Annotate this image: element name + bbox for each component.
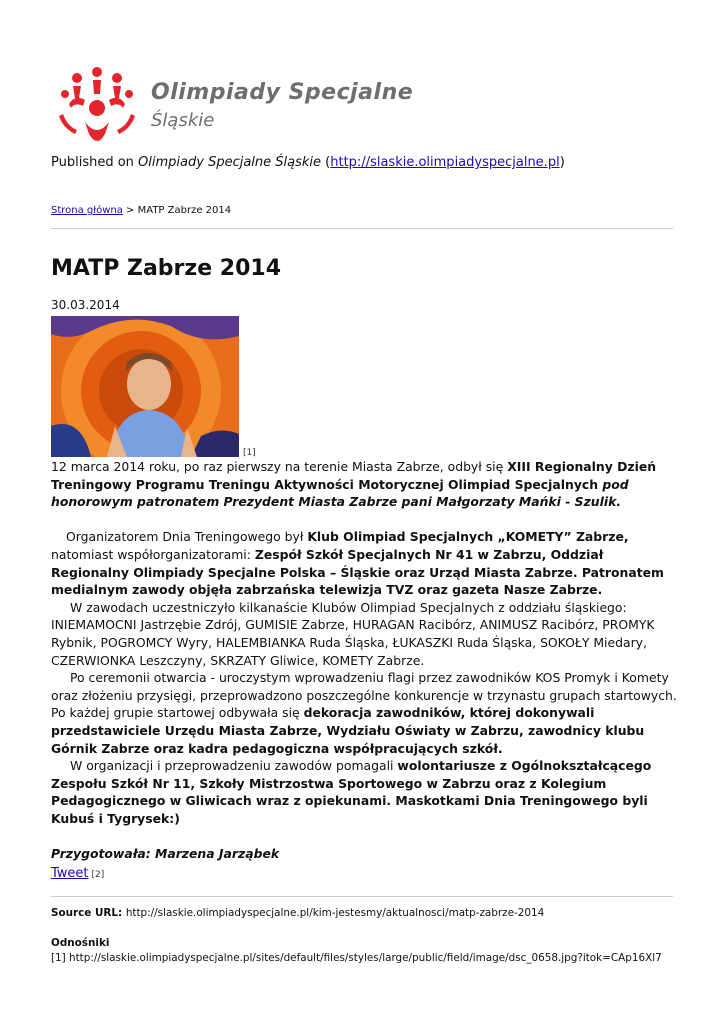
special-olympics-logo-icon <box>55 64 139 148</box>
bold-text: Pedagogicznego w Gliwicach wraz z opiekunami. Maskotkami Dnia Treningowego byli <box>51 793 648 809</box>
text-line <box>51 476 671 494</box>
text-line <box>51 740 671 758</box>
text-line: oraz złożeniu przysięgi, przeprowadzono poszczególne konkurencje w trzynastu grupach startowych. <box>51 687 677 703</box>
breadcrumb <box>51 205 231 216</box>
tweet-reference: [2] <box>91 870 105 880</box>
text-line <box>51 704 671 722</box>
logo-title: Olimpiady Specjalne <box>151 80 414 105</box>
spacer <box>51 511 671 529</box>
bold-text: przedstawiciele Urzędu Miasta Zabrze, Wydziału Oświaty w Zabrzu, zawodnicy klubu <box>51 722 645 738</box>
article-photo[interactable] <box>51 316 239 457</box>
site-name: Olimpiady Specjalne Śląskie <box>138 155 322 170</box>
text-line: CZERWIONKA Leszczyny, SKRZATY Gliwice, KOMETY Zabrze. <box>51 652 425 668</box>
text-line <box>51 493 671 511</box>
text-line <box>51 792 671 810</box>
text-line: Rybnik, POGROMCY Wyry, HALEMBIANKA Ruda Śląska, ŁUKASZKI Ruda Śląska, SOKOŁY Miedary, <box>51 634 647 650</box>
breadcrumb-current: MATP Zabrze 2014 <box>137 205 232 216</box>
article-date: 30.03.2014 <box>51 298 120 312</box>
paragraph-5 <box>51 757 671 827</box>
paragraph-3 <box>51 599 671 669</box>
text-line: Po ceremonii otwarcia - uroczystym wprowadzeniu flagi przez zawodników KOS Promyk i Komety <box>70 670 669 686</box>
text-line: W zawodach uczestniczyło kilkanaście Klubów Olimpiad Specjalnych z oddziału śląskiego: <box>70 599 627 615</box>
text-line: INIEMAMOCNI Jastrzębie Zdrój, GUMISIE Zabrze, HURAGAN Racibórz, ANIMUSZ Racibórz, PROMYK <box>51 617 655 633</box>
bold-text: Kubuś i Tygrysek:) <box>51 810 180 826</box>
text-line <box>51 845 671 863</box>
site-url-link[interactable]: http://slaskie.olimpiadyspecjalne.pl <box>330 155 560 170</box>
text-span: 12 marca 2014 roku, po raz pierwszy na terenie Miasta Zabrze, odbył się <box>51 459 508 474</box>
page-title: MATP Zabrze 2014 <box>51 256 282 281</box>
bold-italic-text: honorowym patronatem Prezydent Miasta Zabrze pani Małgorzaty Mańki - Szulik. <box>51 494 622 510</box>
bold-italic-text: pod <box>602 476 629 492</box>
source-url-value: http://slaskie.olimpiadyspecjalne.pl/kim-jestesmy/aktualnosci/matp-zabrze-2014 <box>125 907 545 919</box>
bold-text: Klub Olimpiad Specjalnych „KOMETY” Zabrze, <box>307 529 629 545</box>
source-label: Source URL: <box>51 907 126 919</box>
bold-text: medialnym zawody objęła zabrzańska telewizja TVZ oraz gazeta Nasze Zabrze. <box>51 582 603 598</box>
bold-text: Treningowy Programu Treningu Aktywności Motorycznej Olimpiad Specjalnych <box>51 476 603 492</box>
bold-text: XIII Regionalny Dzień <box>507 459 657 474</box>
tweet-link[interactable]: Tweet <box>51 866 89 881</box>
spacer <box>51 827 671 845</box>
text-span: Po każdej grupie startowej odbywała się <box>51 705 304 721</box>
reference-item: [1] http://slaskie.olimpiadyspecjalne.pl/sites/default/files/styles/large/public/field/image/dsc_0658.jpg?itok=CAp16Xl7 <box>51 952 662 964</box>
bold-text: Zespołu Szkół Nr 11, Szkoły Mistrzostwa Sportowego w Zabrzu oraz z Kolegium <box>51 775 607 791</box>
references-title: Odnośniki <box>51 937 110 949</box>
article-body <box>51 458 677 863</box>
article-photo-image <box>51 316 239 457</box>
bold-text: Górnik Zabrze oraz kadra pedagogiczna współpracujących szkół. <box>51 740 503 756</box>
text-line <box>51 546 671 564</box>
text-line <box>51 458 671 476</box>
text-span: W organizacji i przeprowadzeniu zawodów pomagali <box>70 758 398 774</box>
image-reference: [1] <box>243 448 256 458</box>
text-line <box>51 722 671 740</box>
text-line <box>51 757 671 775</box>
published-line: Published on Olimpiady Specjalne Śląskie (http://slaskie.olimpiadyspecjalne.pl) <box>51 155 565 170</box>
published-prefix: Published on <box>51 155 139 170</box>
text-line <box>51 581 671 599</box>
text-span: natomiast współorganizatorami: <box>51 546 255 562</box>
paragraph-4 <box>51 669 677 757</box>
text-span: Organizatorem Dnia Treningowego był <box>66 529 308 545</box>
divider <box>51 896 673 897</box>
source-url <box>51 907 544 919</box>
bold-text: dekoracja zawodników, której dokonywali <box>303 705 595 721</box>
author: Przygotowała: Marzena Jarząbek <box>51 846 280 862</box>
author-line <box>51 845 671 863</box>
site-logo[interactable] <box>55 64 435 148</box>
breadcrumb-separator: > <box>122 205 138 216</box>
bold-text: Regionalny Olimpiady Specjalne Polska – Śląskie oraz Urząd Miasta Zabrze. Patronatem <box>51 564 664 580</box>
tweet-row <box>51 866 104 881</box>
text-line <box>51 775 671 793</box>
text-line <box>51 810 671 828</box>
text-line <box>51 528 671 546</box>
divider <box>51 228 673 229</box>
logo-subtitle: Śląskie <box>151 110 215 131</box>
breadcrumb-home-link[interactable]: Strona główna <box>51 205 123 216</box>
text-line <box>51 564 671 582</box>
bold-text: Zespół Szkół Specjalnych Nr 41 w Zabrzu, Oddział <box>254 546 604 562</box>
paragraph-2 <box>51 528 671 598</box>
paragraph-1 <box>51 458 671 511</box>
bold-text: wolontariusze z Ogólnokształcącego <box>397 758 652 774</box>
